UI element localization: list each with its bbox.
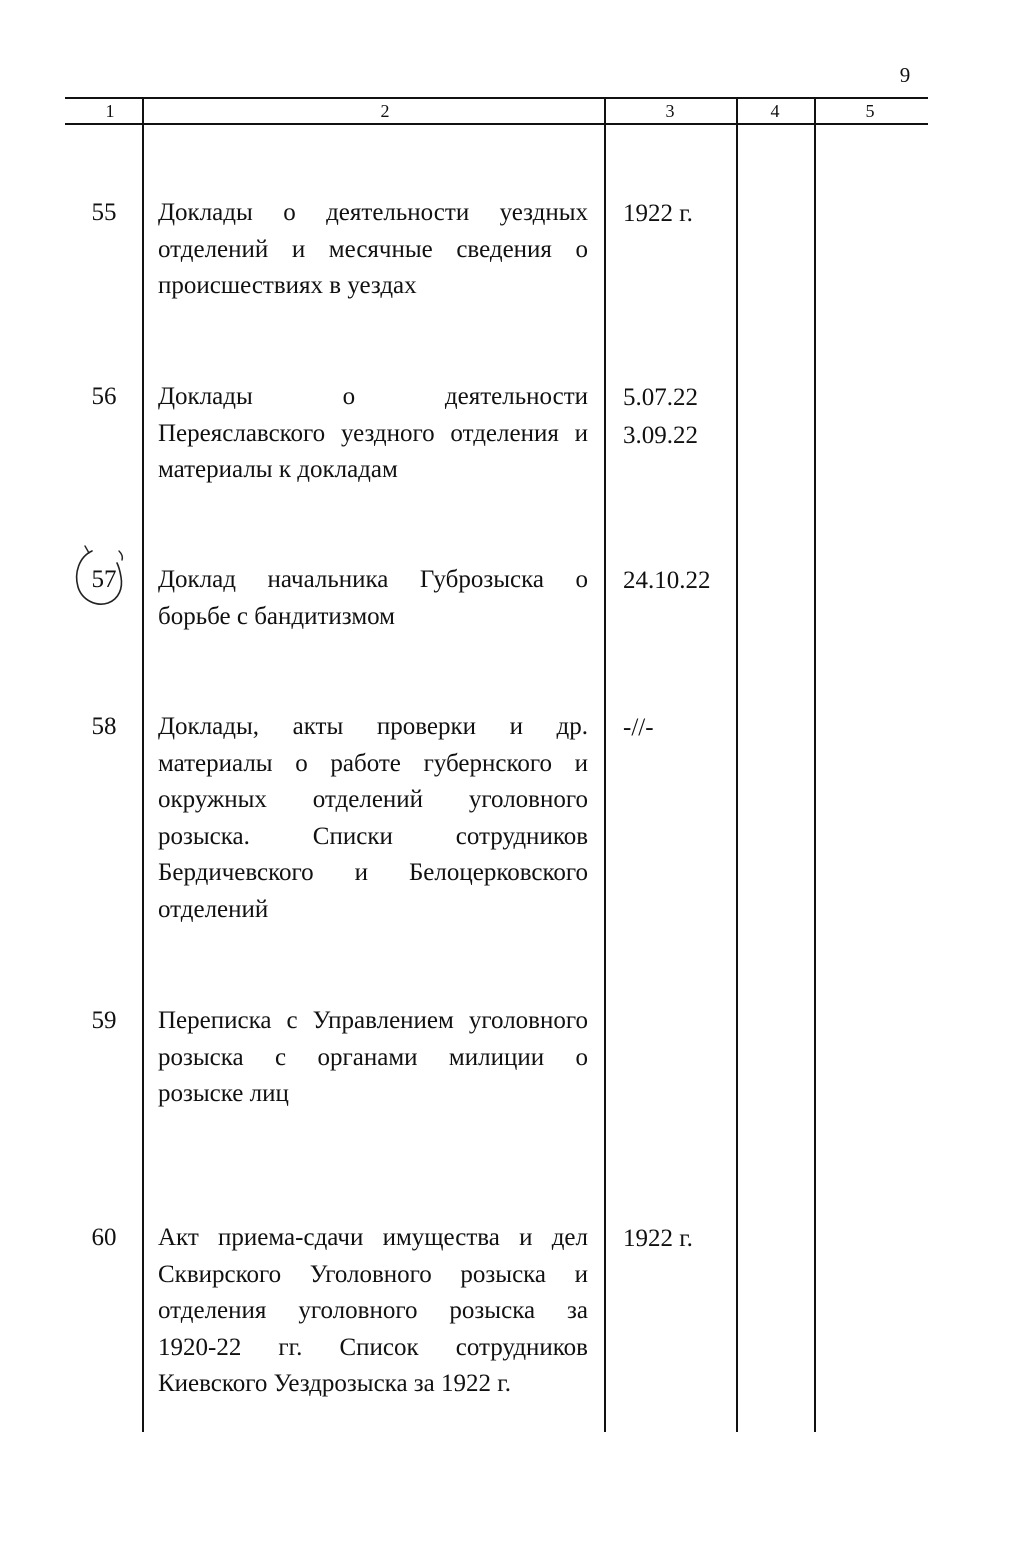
row-description <box>158 379 588 489</box>
description-line: Доклад начальника Губрозыска о <box>158 566 588 593</box>
description-line: розыске лиц <box>158 1080 289 1108</box>
row-description <box>158 1220 588 1403</box>
description-line: Переписка с Управлением уголовного <box>158 1007 588 1034</box>
description-line: Доклады о деятельности уездных <box>158 199 588 226</box>
description-line: отделений и месячные сведения о <box>158 235 588 263</box>
row-dates <box>623 1220 728 1258</box>
description-line: Доклады, акты проверки и др. <box>158 713 588 740</box>
description-line: Бердичевского и Белоцерковского <box>158 859 588 887</box>
description-line: розыска. Списки сотрудников <box>158 822 588 850</box>
date-value: 5.07.22 <box>623 384 698 411</box>
description-line: Доклады о деятельности <box>158 383 588 410</box>
description-line: происшествиях в уездах <box>158 272 417 300</box>
circle-tick <box>85 546 89 553</box>
date-value: 3.09.22 <box>623 421 698 449</box>
column-divider <box>736 97 738 1432</box>
row-number: 56 <box>91 383 117 410</box>
row-number: 57 <box>91 566 117 593</box>
description-line: материалы к докладам <box>158 456 398 484</box>
description-line: Переяславского уездного отделения и <box>158 419 588 447</box>
description-line: 1920-22 гг. Список сотрудников <box>158 1333 588 1361</box>
row-dates <box>623 195 728 233</box>
description-line: материалы о работе губернского и <box>158 749 588 777</box>
row-description <box>158 195 588 305</box>
table-header-rule <box>65 123 928 125</box>
table-top-rule <box>65 97 928 99</box>
date-value: -//- <box>623 714 654 741</box>
date-value: 1922 г. <box>623 200 693 227</box>
column-divider <box>604 97 606 1432</box>
circle-tick <box>119 551 122 560</box>
date-value: 1922 г. <box>623 1225 693 1252</box>
row-description <box>158 709 588 929</box>
date-value: 24.10.22 <box>623 567 711 594</box>
row-description <box>158 1003 588 1113</box>
row-number: 60 <box>91 1224 117 1251</box>
column-header: 2 <box>380 101 390 121</box>
column-header: 3 <box>665 101 675 121</box>
description-line: Сквирского Уголовного розыска и <box>158 1260 588 1288</box>
column-header: 5 <box>865 101 875 121</box>
row-number: 58 <box>91 713 117 740</box>
row-dates <box>623 709 728 747</box>
description-line: Акт приема-сдачи имущества и дел <box>158 1224 588 1251</box>
row-number: 59 <box>91 1007 117 1034</box>
description-line: отделений <box>158 895 269 923</box>
row-description <box>158 562 588 635</box>
row-dates <box>623 562 728 600</box>
row-dates <box>623 379 728 454</box>
column-header: 4 <box>770 101 780 121</box>
description-line: окружных отделений уголовного <box>158 786 588 814</box>
column-divider <box>814 97 816 1432</box>
row-number: 55 <box>91 199 117 226</box>
description-line: борьбе с бандитизмом <box>158 602 395 630</box>
description-line: розыска с органами милиции о <box>158 1043 588 1071</box>
page-number: 9 <box>899 63 911 87</box>
description-line: отделения уголовного розыска за <box>158 1297 588 1325</box>
column-header: 1 <box>105 101 115 121</box>
description-line: Киевского Уездрозыска за 1922 г. <box>158 1370 511 1398</box>
